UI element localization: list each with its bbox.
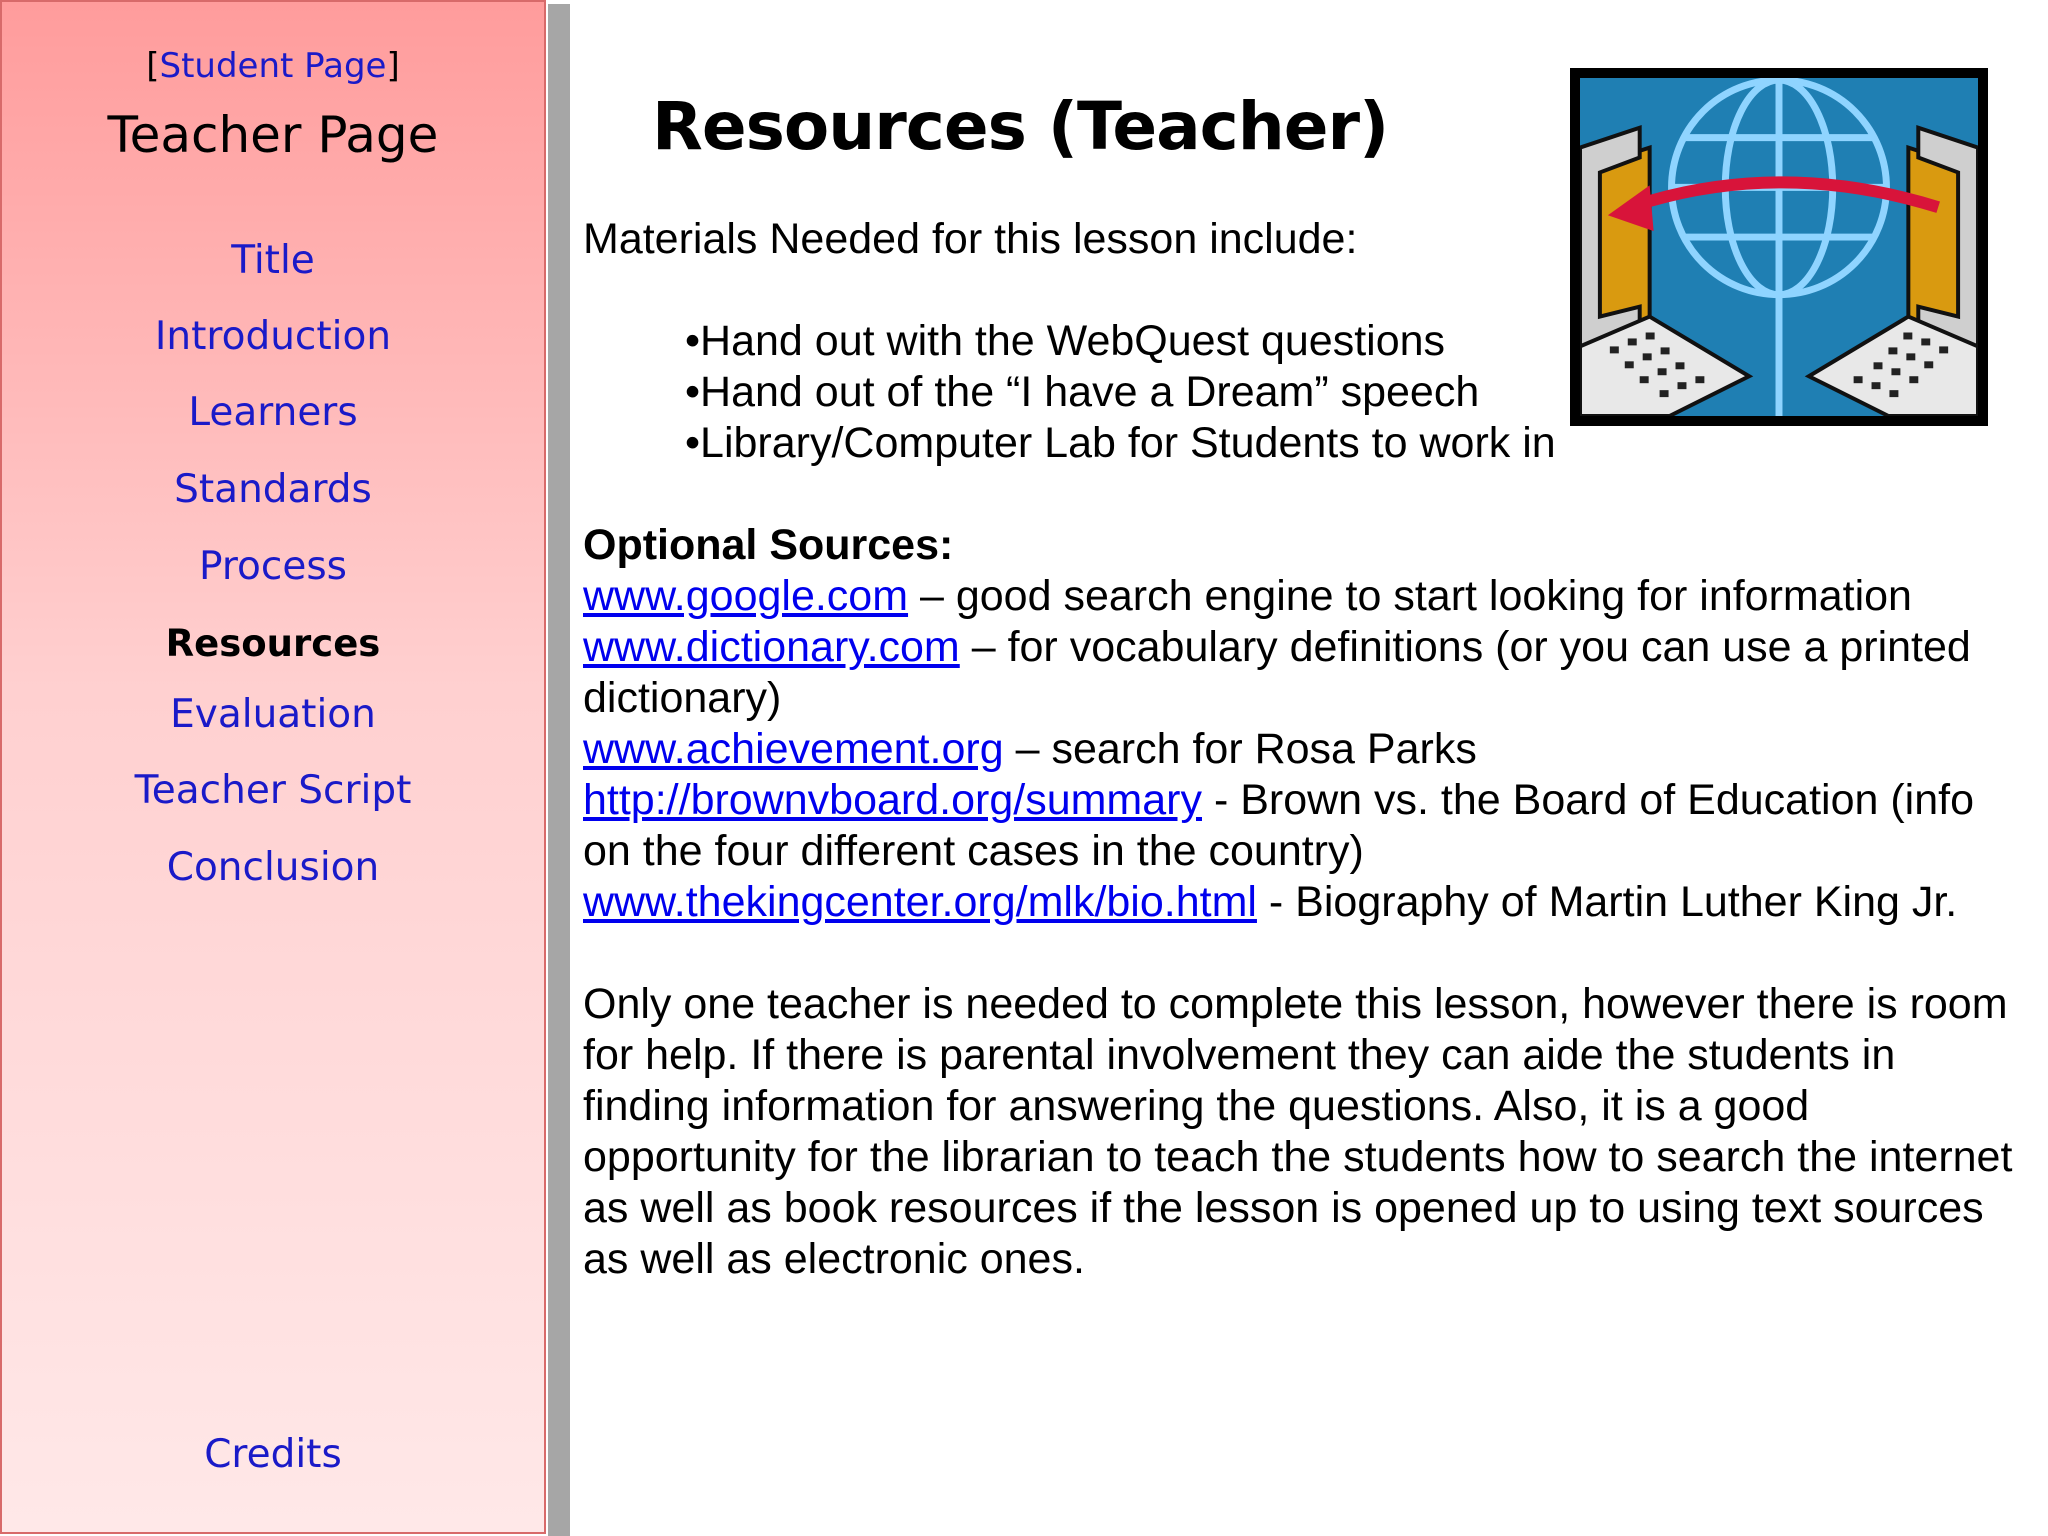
nav-link-teacher-script[interactable]: Teacher Script bbox=[134, 768, 412, 813]
source-item-achievement bbox=[583, 724, 2013, 775]
nav-link-evaluation[interactable]: Evaluation bbox=[170, 692, 376, 737]
nav-link-title[interactable]: Title bbox=[231, 238, 315, 283]
materials-intro: Materials Needed for this lesson include: bbox=[583, 215, 1358, 263]
source-item-brownvboard bbox=[583, 775, 2013, 877]
source-desc: – for vocabulary definitions (or you can use a printed dictionary) bbox=[583, 623, 1971, 722]
nav-item-evaluation[interactable] bbox=[2, 692, 544, 737]
source-desc: - Biography of Martin Luther King Jr. bbox=[1256, 878, 1958, 926]
nav-link-conclusion[interactable]: Conclusion bbox=[166, 845, 380, 890]
optional-sources-heading: Optional Sources: bbox=[583, 521, 954, 569]
spacer bbox=[583, 469, 2013, 520]
source-item-dictionary bbox=[583, 622, 2013, 724]
sidebar bbox=[0, 0, 546, 1534]
student-page-link[interactable]: Student Page bbox=[159, 46, 387, 86]
materials-list bbox=[583, 316, 2013, 469]
source-item-google bbox=[583, 571, 2013, 622]
nav-link-process[interactable]: Process bbox=[199, 544, 347, 589]
bracket-close: ] bbox=[386, 46, 400, 86]
nav-link-credits[interactable]: Credits bbox=[204, 1432, 342, 1477]
source-link-achievement[interactable]: www.achievement.org bbox=[583, 725, 1004, 773]
nav-link-introduction[interactable]: Introduction bbox=[154, 314, 392, 359]
materials-item: •Hand out with the WebQuest questions bbox=[685, 317, 1446, 365]
source-item-thekingcenter bbox=[583, 877, 2013, 928]
student-page-link-row bbox=[2, 46, 544, 86]
source-desc: – good search engine to start looking for information bbox=[908, 572, 1912, 620]
spacer bbox=[583, 265, 2013, 316]
nav-item-conclusion[interactable] bbox=[2, 845, 544, 890]
materials-item: •Library/Computer Lab for Students to work in bbox=[685, 419, 1556, 467]
page-title: Resources (Teacher) bbox=[652, 88, 1389, 165]
nav-link-standards[interactable]: Standards bbox=[174, 467, 372, 512]
nav-item-teacher-script[interactable] bbox=[2, 768, 544, 813]
source-desc: – search for Rosa Parks bbox=[1003, 725, 1477, 773]
source-link-thekingcenter[interactable]: www.thekingcenter.org/mlk/bio.html bbox=[583, 878, 1257, 926]
nav-item-process[interactable] bbox=[2, 544, 544, 589]
nav-item-resources-current: Resources bbox=[165, 622, 381, 665]
source-link-dictionary[interactable]: www.dictionary.com bbox=[583, 623, 960, 671]
source-link-brownvboard[interactable]: http://brownvboard.org/summary bbox=[583, 776, 1202, 824]
main-content bbox=[583, 214, 2013, 1285]
nav-link-learners[interactable]: Learners bbox=[188, 390, 358, 435]
nav-item-title[interactable] bbox=[2, 238, 544, 283]
nav-item-credits[interactable] bbox=[2, 1432, 544, 1477]
source-desc: - Brown vs. the Board of Education (info on the four different cases in the country) bbox=[583, 776, 1975, 875]
nav-item-learners[interactable] bbox=[2, 390, 544, 435]
nav-item-introduction[interactable] bbox=[2, 314, 544, 359]
source-link-google[interactable]: www.google.com bbox=[583, 572, 909, 620]
sidebar-divider bbox=[548, 4, 570, 1536]
closing-paragraph: Only one teacher is needed to complete this lesson, however there is room for help. If there is parental involvement they can aide the students in finding information for answering the questions. Also, it is a good opportunity for the librarian to teach the students how to search the internet as well as book resources if the lesson is opened up to using text sources as well as electronic ones. bbox=[583, 980, 2013, 1283]
materials-item: •Hand out of the “I have a Dream” speech bbox=[685, 368, 1480, 416]
bracket-open: [ bbox=[146, 46, 160, 86]
nav-item-standards[interactable] bbox=[2, 467, 544, 512]
teacher-page-heading: Teacher Page bbox=[107, 106, 439, 164]
spacer bbox=[583, 928, 2013, 979]
